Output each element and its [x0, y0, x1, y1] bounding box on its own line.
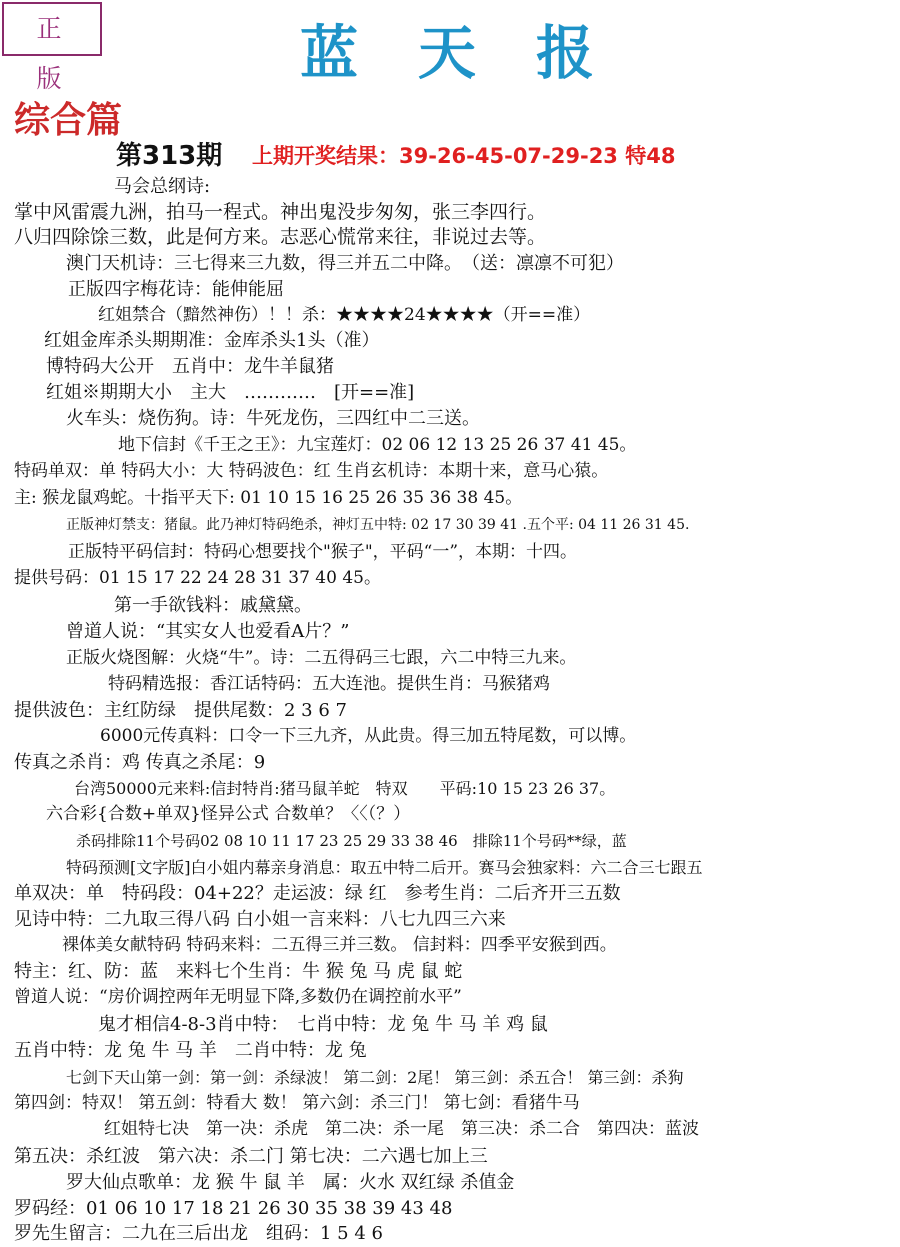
text-line: 见诗中特：二九取三得八码 白小姐一言来料：八七九四三六来 — [14, 909, 506, 930]
text-line: 六合彩{合数+单双}怪异公式 合数单？〈〈（？） — [46, 804, 411, 824]
text-line: 第一手欲钱料：戚黛黛。 — [114, 595, 312, 616]
text-line: 红姐金库杀头期期准：金库杀头1头（准） — [44, 330, 380, 351]
section-title: 综合篇 — [14, 99, 123, 141]
text-line: 单双决：单 特码段：04+22？走运波：绿 红 参考生肖：二后齐开三五数 — [14, 883, 621, 904]
text-line: 正版特平码信封：特码心想要找个"猴子"，平码“一”，本期：十四。 — [68, 542, 578, 562]
text-line: 马会总纲诗: — [114, 176, 211, 197]
text-line: 八归四除馀三数，此是何方来。志恶心慌常来往，非说过去等。 — [14, 226, 547, 248]
text-line: 罗先生留言：二九在三后出龙 组码：1 5 4 6 — [14, 1223, 383, 1244]
text-line: 罗大仙点歌单：龙 猴 牛 鼠 羊 属：火水 双红绿 杀值金 — [66, 1172, 515, 1193]
text-line: 提供号码：01 15 17 22 24 28 31 37 40 45。 — [14, 568, 381, 588]
text-line: 特码单双：单 特码大小：大 特码波色：红 生肖玄机诗：本期十来，意马心猿。 — [14, 461, 609, 481]
text-line: 七剑下天山第一剑：第一剑：杀绿波！ 第二剑：2尾！ 第三剑：杀五合！ 第三剑：杀狗 — [66, 1068, 684, 1087]
text-line: 特码精选报：香江话特码：五大连池。提供生肖：马猴猪鸡 — [108, 674, 550, 694]
text-line: 正版神灯禁支：猪鼠。此乃神灯特码绝杀，神灯五中特: 02 17 30 39 41 .五个平: 04 11 26 31 45. — [66, 517, 690, 533]
text-line: 罗码经：01 06 10 17 18 21 26 30 35 38 39 43 48 — [14, 1198, 453, 1219]
text-line: 红姐※期期大小 主大 ………… [开==准] — [46, 382, 415, 403]
text-line: 澳门天机诗：三七得来三九数，得三并五二中降。 （送：凛凛不可犯） — [66, 253, 624, 274]
text-line: 正版四字梅花诗：能伸能屈 — [68, 279, 284, 300]
text-line: 正版火烧图解：火烧“牛”。诗：二五得码三七跟，六二中特三九来。 — [66, 648, 577, 668]
text-line: 五肖中特：龙 兔 牛 马 羊 二肖中特：龙 兔 — [14, 1040, 367, 1061]
text-line: 地下信封《千王之王》：九宝莲灯：02 06 12 13 25 26 37 41 45。 — [118, 435, 637, 455]
text-line: 主: 猴龙鼠鸡蛇。十指平天下: 01 10 15 16 25 26 35 36 38 45。 — [14, 488, 523, 508]
text-line: 提供波色：主红防绿 提供尾数：2 3 6 7 — [14, 700, 347, 721]
text-line: 红姐特七决 第一决：杀虎 第二决：杀一尾 第三决：杀二合 第四决：蓝波 — [104, 1119, 699, 1139]
text-line: 第四剑：特双！ 第五剑：特看大 数！ 第六剑：杀三门！ 第七剑：看猪牛马 — [14, 1093, 580, 1113]
text-line: 6000元传真料：口令一下三九齐，从此贵。得三加五特尾数，可以博。 — [100, 726, 637, 746]
last-draw-result: 上期开奖结果：39-26-45-07-29-23 特48 — [252, 144, 676, 168]
text-line: 裸体美女献特码 特码来料：二五得三并三数。 信封料：四季平安猴到西。 — [62, 935, 617, 955]
text-line: 曾道人说：“其实女人也爱看A片？” — [66, 621, 350, 642]
issue-number: 第313期 — [116, 141, 223, 171]
text-line: 火车头：烧伤狗。诗：牛死龙伤，三四红中二三送。 — [66, 408, 480, 429]
newspaper-title: 蓝天报 — [300, 19, 655, 87]
edition-badge: 正 版 — [2, 2, 102, 56]
text-line: 鬼才相信4-8-3肖中特： 七肖中特：龙 兔 牛 马 羊 鸡 鼠 — [98, 1014, 548, 1035]
text-line: 特码预测[文字版]白小姐内幕亲身消息：取五中特二后开。赛马会独家料：六二合三七跟五 — [66, 858, 703, 877]
text-line: 曾道人说：“房价调控两年无明显下降,多数仍在调控前水平” — [14, 987, 462, 1007]
text-line: 台湾50000元来料:信封特肖:猪马鼠羊蛇 特双 平码:10 15 23 26 37。 — [74, 779, 616, 798]
text-line: 博特码大公开 五肖中：龙牛羊鼠猪 — [46, 356, 334, 377]
text-line: 传真之杀肖：鸡 传真之杀尾：9 — [14, 752, 266, 773]
text-line: 第五决：杀红波 第六决：杀二门 第七决：二六遇七加上三 — [14, 1146, 488, 1167]
text-line: 特主：红、防：蓝 来料七个生肖：牛 猴 兔 马 虎 鼠 蛇 — [14, 961, 463, 982]
text-line: 红姐禁合（黯然神伤）！！杀：★★★★24★★★★（开==准） — [98, 305, 591, 325]
text-line: 杀码排除11个号码02 08 10 11 17 23 25 29 33 38 46 排除11个号码**绿，蓝 — [76, 832, 627, 850]
text-line: 掌中风雷震九洲，拍马一程式。神出鬼没步匆匆，张三李四行。 — [14, 201, 547, 223]
